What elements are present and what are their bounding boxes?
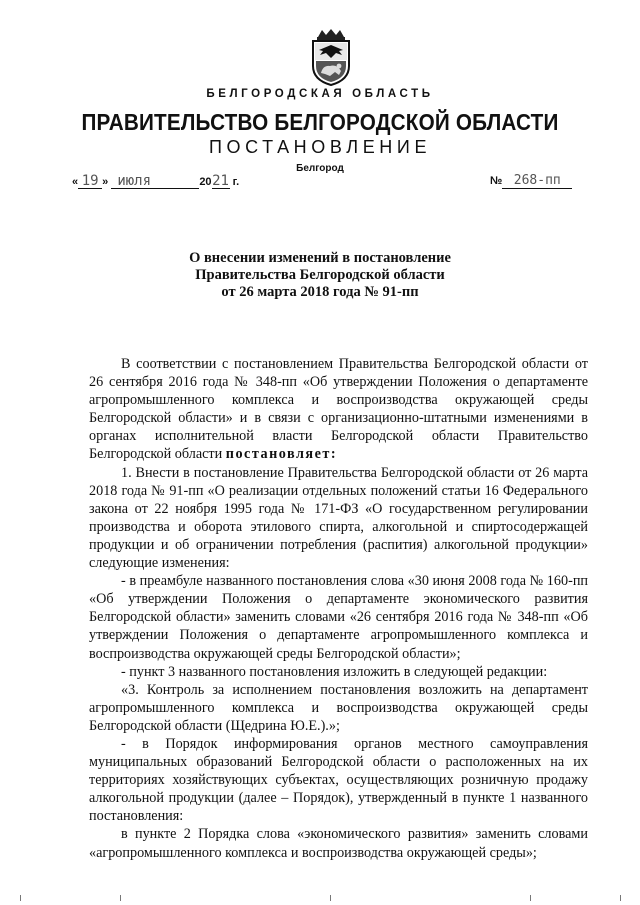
city-name: Белгород (296, 163, 344, 174)
document-number (490, 174, 572, 189)
paragraph-preamble-change: - в преамбуле названного постановления слова «30 июня 2008 года № 160-пп «Об утверждении Положения о департаменте экономического развития Белгородской области» заменить словами «26 сентября 2016 года № 348-пп «Об утверждении Положения о департаменте агропромышленного комплекса и воспроизводства окружающей среды Белгородской области»; (89, 573, 588, 662)
title-line-1: О внесении изменений в постановление (189, 250, 451, 266)
date-year-prefix: 20 (199, 176, 212, 188)
title-line-3: от 26 марта 2018 года № 91-пп (221, 284, 419, 300)
region-name: БЕЛГОРОДСКАЯ ОБЛАСТЬ (206, 88, 434, 100)
document-date (72, 174, 239, 189)
paragraph-preamble (89, 355, 588, 464)
paragraph-procedure: - в Порядок информирования органов местного самоуправления муниципальных образований Белгородской области о расположенных на их территориях хозяйствующих субъектах, осуществляющих розничную продажу алкогольной продукции (далее – Порядок), утвержденный в пункте 1 названного постановления: (89, 735, 588, 825)
date-day: 19 (78, 174, 102, 189)
document-title (0, 250, 640, 301)
date-year-suffix: 21 (212, 173, 229, 189)
preamble-emphasis: постановляет: (225, 446, 338, 463)
document-type: ПОСТАНОВЛЕНИЕ (208, 137, 432, 157)
number-label: № (490, 175, 503, 187)
title-line-2: Правительства Белгородской области (195, 267, 445, 283)
date-close-quote: » (102, 176, 109, 188)
paragraph-item-1: 1. Внести в постановление Правительства Белгородской области от 26 марта 2018 года № 91-пп «О реализации отдельных положений статьи 16 Федерального закона от 22 ноября 1995 года № 171-ФЗ «О государственном регулировании производства и оборота этилового спирта, алкогольной и спиртосодержащей продукции и об ограничении потребления (распития) алкогольной продукции» следующие изменения: (89, 464, 588, 572)
date-year-mark: г. (232, 176, 240, 188)
belgorod-coat-of-arms-icon (306, 28, 356, 86)
date-month: июля (111, 174, 199, 189)
paragraph-point-3-text: «3. Контроль за исполнением постановления возложить на департамент агропромышленного комплекса и воспроизводства окружающей среды Белгородской области (Щедрина Ю.Е.).»; (89, 681, 588, 734)
date-open-quote: « (72, 176, 79, 188)
scan-footer-marks (0, 895, 640, 901)
number-value: 268-пп (502, 174, 572, 189)
document-body (89, 355, 588, 862)
paragraph-procedure-item-2: в пункте 2 Порядка слова «экономического развития» заменить словами «агропромышленного комплекса и воспроизводства окружающей среды»; (89, 826, 588, 861)
government-name: ПРАВИТЕЛЬСТВО БЕЛГОРОДСКОЙ ОБЛАСТИ (81, 109, 559, 135)
preamble-text: В соответствии с постановлением Правительства Белгородской области от 26 сентября 2016 года № 348-пп «Об утверждении Положения о департаменте агропромышленного комплекса и воспроизводства окружающей среды Белгородской области» и в связи с организационно-штатными изменениями в органах исполнительной власти Белгородской области Правительство Белгородской области (89, 356, 588, 463)
paragraph-point-3: - пункт 3 названного постановления изложить в следующей редакции: (121, 663, 548, 680)
